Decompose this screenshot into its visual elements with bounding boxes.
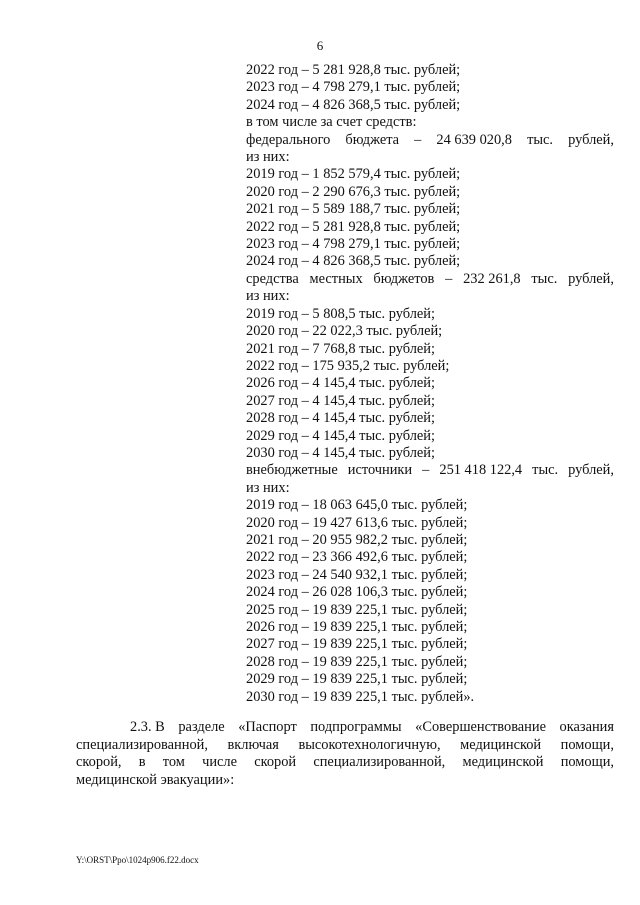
local-budget-heading: средства местных бюджетов – 232 261,8 тыс. рублей,: [246, 270, 614, 287]
off-budget-year-line: 2027 год – 19 839 225,1 тыс. рублей;: [246, 636, 468, 653]
off-budget-year-line: 2021 год – 20 955 982,2 тыс. рублей;: [246, 531, 468, 548]
section-2-3-paragraph: [76, 719, 614, 789]
funding-line: 2024 год – 4 826 368,5 тыс. рублей;: [246, 96, 461, 113]
off-budget-year-line: 2019 год – 18 063 645,0 тыс. рублей;: [246, 497, 468, 514]
local-year-line: 2021 год – 7 768,8 тыс. рублей;: [246, 340, 435, 357]
off-budget-year-line: 2020 год – 19 427 613,6 тыс. рублей;: [246, 514, 468, 531]
local-year-line: 2022 год – 175 935,2 тыс. рублей;: [246, 357, 450, 374]
file-path-footer: Y:\ORST\Ppo\1024p906.f22.docx: [76, 855, 199, 865]
off-budget-year-line: 2025 год – 19 839 225,1 тыс. рублей;: [246, 601, 468, 618]
federal-year-line: 2019 год – 1 852 579,4 тыс. рублей;: [246, 166, 461, 183]
of-which-label: из них:: [246, 479, 290, 496]
off-budget-year-line: 2024 год – 26 028 106,3 тыс. рублей;: [246, 584, 468, 601]
funding-line: 2022 год – 5 281 928,8 тыс. рублей;: [246, 62, 461, 78]
of-which-label: из них:: [246, 288, 290, 305]
off-budget-heading: внебюджетные источники – 251 418 122,4 тыс. рублей,: [246, 462, 614, 479]
funding-line: 2023 год – 4 798 279,1 тыс. рублей;: [246, 79, 461, 96]
off-budget-year-line: 2028 год – 19 839 225,1 тыс. рублей;: [246, 653, 468, 670]
paragraph-line: скорой, в том числе скорой специализированной, медицинской помощи,: [76, 754, 614, 771]
paragraph-line: медицинской эвакуации»:: [76, 771, 235, 788]
paragraph-line: специализированной, включая высокотехнологичную, медицинской помощи,: [76, 736, 614, 753]
funding-block: [246, 62, 614, 706]
page-number: 6: [316, 38, 324, 53]
off-budget-year-line: 2026 год – 19 839 225,1 тыс. рублей;: [246, 619, 468, 635]
local-year-line: 2019 год – 5 808,5 тыс. рублей;: [246, 305, 435, 322]
local-year-line: 2026 год – 4 145,4 тыс. рублей;: [246, 375, 435, 392]
local-year-line: 2027 год – 4 145,4 тыс. рублей;: [246, 392, 435, 409]
off-budget-year-line: 2023 год – 24 540 932,1 тыс. рублей;: [246, 566, 468, 583]
local-year-line: 2020 год – 22 022,3 тыс. рублей;: [246, 323, 443, 340]
federal-year-line: 2024 год – 4 826 368,5 тыс. рублей;: [246, 253, 461, 270]
federal-year-line: 2021 год – 5 589 188,7 тыс. рублей;: [246, 201, 461, 218]
of-which-label: из них:: [246, 149, 290, 166]
off-budget-year-line: 2030 год – 19 839 225,1 тыс. рублей».: [246, 688, 475, 705]
off-budget-year-line: 2029 год – 19 839 225,1 тыс. рублей;: [246, 671, 468, 688]
off-budget-year-line: 2022 год – 23 366 492,6 тыс. рублей;: [246, 549, 468, 566]
federal-year-line: 2020 год – 2 290 676,3 тыс. рублей;: [246, 183, 461, 200]
funding-line: в том числе за счет средств:: [246, 114, 417, 131]
local-year-line: 2030 год – 4 145,4 тыс. рублей;: [246, 444, 435, 461]
paragraph-line: 2.3. В разделе «Паспорт подпрограммы «Совершенствование оказания: [130, 719, 614, 735]
local-year-line: 2029 год – 4 145,4 тыс. рублей;: [246, 427, 435, 444]
federal-year-line: 2022 год – 5 281 928,8 тыс. рублей;: [246, 218, 461, 235]
local-year-line: 2028 год – 4 145,4 тыс. рублей;: [246, 410, 435, 427]
federal-budget-heading: федерального бюджета – 24 639 020,8 тыс. рублей,: [246, 131, 614, 148]
federal-year-line: 2023 год – 4 798 279,1 тыс. рублей;: [246, 236, 461, 253]
